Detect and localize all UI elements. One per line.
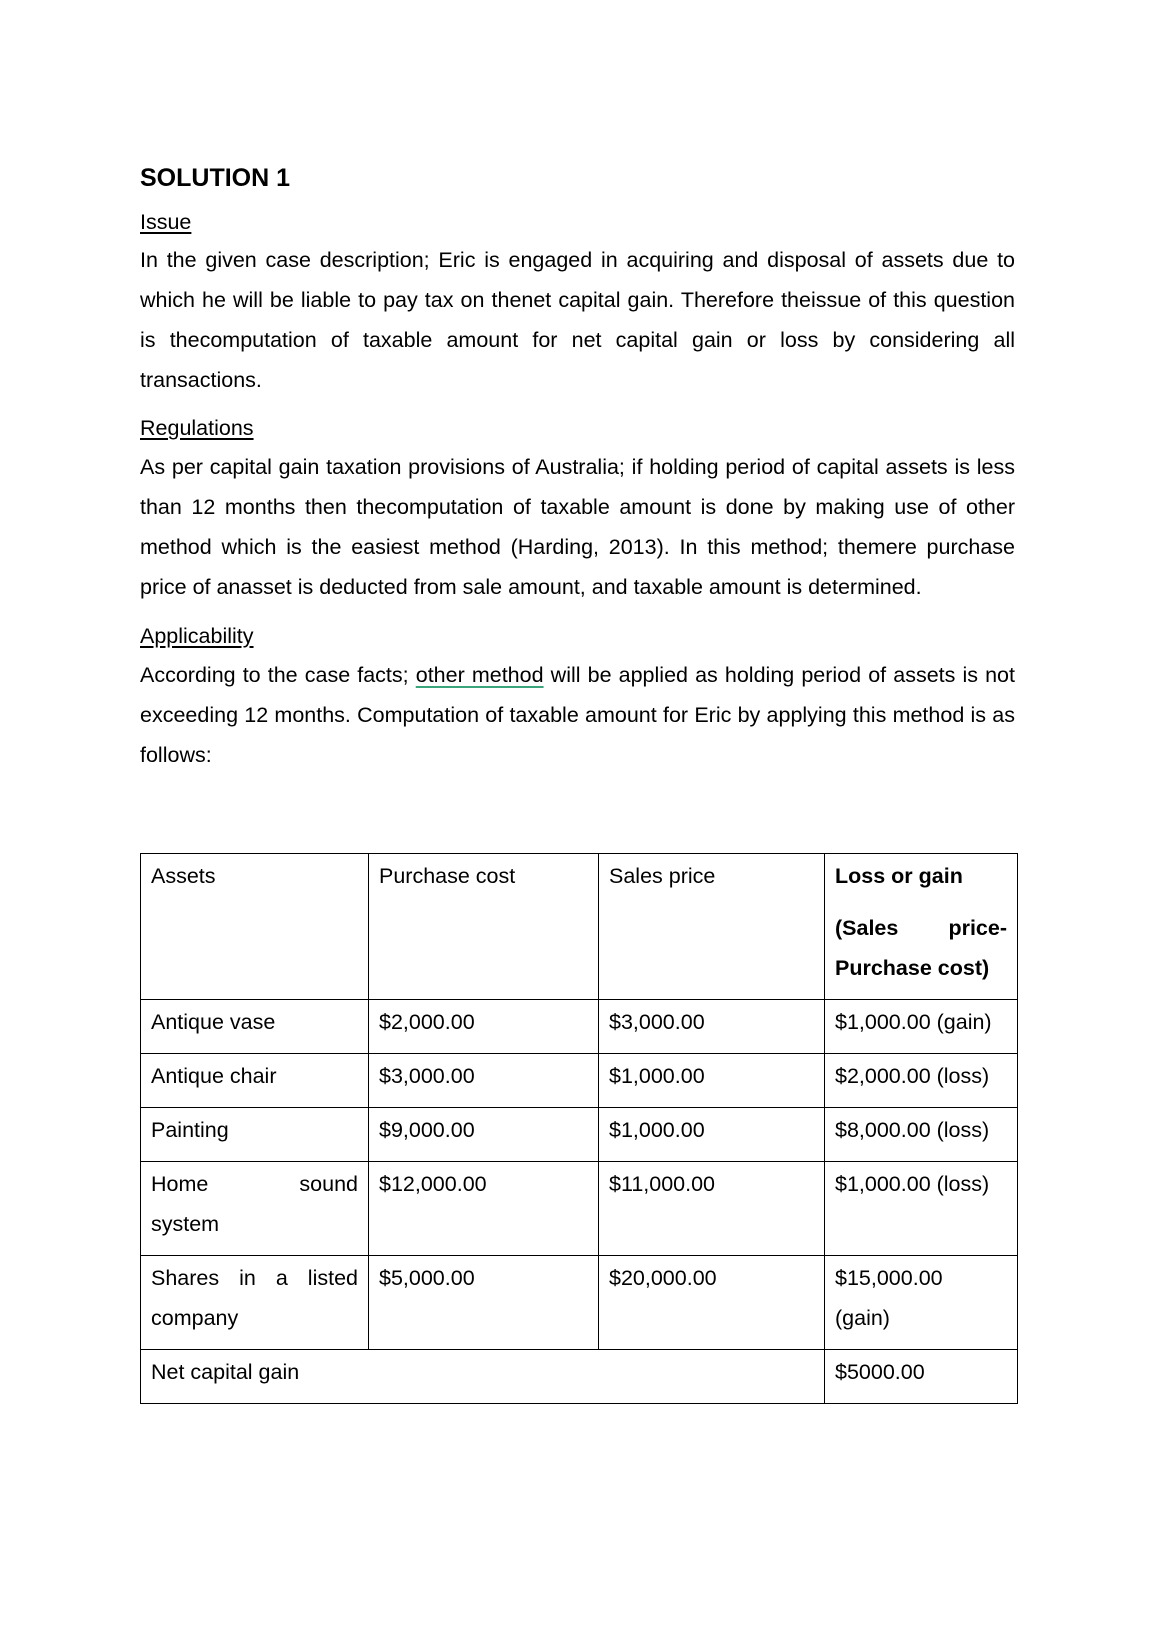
- capital-gain-table: [140, 853, 1018, 1404]
- cell-loss-or-gain-line2: (gain): [835, 1306, 890, 1330]
- cell-purchase-cost: $12,000.00: [369, 1162, 599, 1256]
- cell-asset-line2: system: [151, 1212, 220, 1236]
- cell-loss-or-gain: $1,000.00 (loss): [825, 1162, 1018, 1256]
- page-title: SOLUTION 1: [140, 164, 291, 192]
- header-cell-purchase-cost: Purchase cost: [369, 854, 599, 1000]
- applicability-text-after: will be applied as holding period of assets is not exceeding 12 months. Computation of taxable amount for Eric by applying this method is as follows:: [140, 663, 1015, 767]
- cell-asset-line1: Shares in a listed: [151, 1266, 358, 1290]
- cell-asset: [141, 1256, 369, 1350]
- cell-loss-or-gain-line1: $15,000.00: [835, 1266, 943, 1290]
- applicability-text-before: According to the case facts;: [140, 663, 416, 687]
- header-cell-loss-or-gain: [825, 854, 1018, 1000]
- cell-sales-price: $1,000.00: [599, 1054, 825, 1108]
- cell-loss-or-gain: $2,000.00 (loss): [825, 1054, 1018, 1108]
- cell-asset: Painting: [141, 1108, 369, 1162]
- section-heading-issue: Issue: [140, 210, 192, 234]
- table-row: [141, 1000, 1018, 1054]
- table-row: [141, 1162, 1018, 1256]
- header-cell-assets: Assets: [141, 854, 369, 1000]
- table-total-row: [141, 1350, 1018, 1404]
- header-loss-or-gain-line3: Purchase cost): [835, 956, 990, 980]
- cell-sales-price: $3,000.00: [599, 1000, 825, 1054]
- section-body-regulations: As per capital gain taxation provisions of Australia; if holding period of capital assets is less than 12 months then thecomputation of taxable amount is done by making use of other method which is the easiest method (Harding, 2013). In this method; themere purchase price of anasset is deducted from sale amount, and taxable amount is determined.: [140, 455, 1015, 599]
- table-header-row: [141, 854, 1018, 1000]
- header-loss-or-gain-line2: (Sales price-: [835, 916, 1007, 940]
- cell-loss-or-gain: $8,000.00 (loss): [825, 1108, 1018, 1162]
- cell-sales-price: $20,000.00: [599, 1256, 825, 1350]
- table-row: [141, 1256, 1018, 1350]
- cell-asset-line2: company: [151, 1306, 239, 1330]
- cell-asset: [141, 1162, 369, 1256]
- cell-loss-or-gain: [825, 1256, 1018, 1350]
- section-body-applicability: [140, 655, 1015, 775]
- cell-purchase-cost: $5,000.00: [369, 1256, 599, 1350]
- cell-purchase-cost: $3,000.00: [369, 1054, 599, 1108]
- section-body-issue: In the given case description; Eric is engaged in acquiring and disposal of assets due to which he will be liable to pay tax on thenet capital gain. Therefore theissue of this question is thecomputation of taxable amount for net capital gain or loss by considering all transactions.: [140, 248, 1015, 392]
- spellcheck-flagged-phrase[interactable]: other method: [415, 663, 544, 687]
- cell-total-value: $5000.00: [825, 1350, 1018, 1404]
- cell-asset: Antique chair: [141, 1054, 369, 1108]
- cell-purchase-cost: $9,000.00: [369, 1108, 599, 1162]
- cell-sales-price: $11,000.00: [599, 1162, 825, 1256]
- section-heading-applicability: Applicability: [140, 624, 254, 648]
- cell-asset-line1: Home sound: [151, 1172, 358, 1196]
- header-cell-sales-price: Sales price: [599, 854, 825, 1000]
- cell-asset: Antique vase: [141, 1000, 369, 1054]
- table-row: [141, 1108, 1018, 1162]
- cell-sales-price: $1,000.00: [599, 1108, 825, 1162]
- table-row: [141, 1054, 1018, 1108]
- header-loss-or-gain-line1: Loss or gain: [835, 864, 963, 888]
- cell-total-label: Net capital gain: [141, 1350, 825, 1404]
- document-content: [140, 162, 1017, 775]
- section-heading-regulations: Regulations: [140, 416, 254, 440]
- cell-loss-or-gain: $1,000.00 (gain): [825, 1000, 1018, 1054]
- cell-purchase-cost: $2,000.00: [369, 1000, 599, 1054]
